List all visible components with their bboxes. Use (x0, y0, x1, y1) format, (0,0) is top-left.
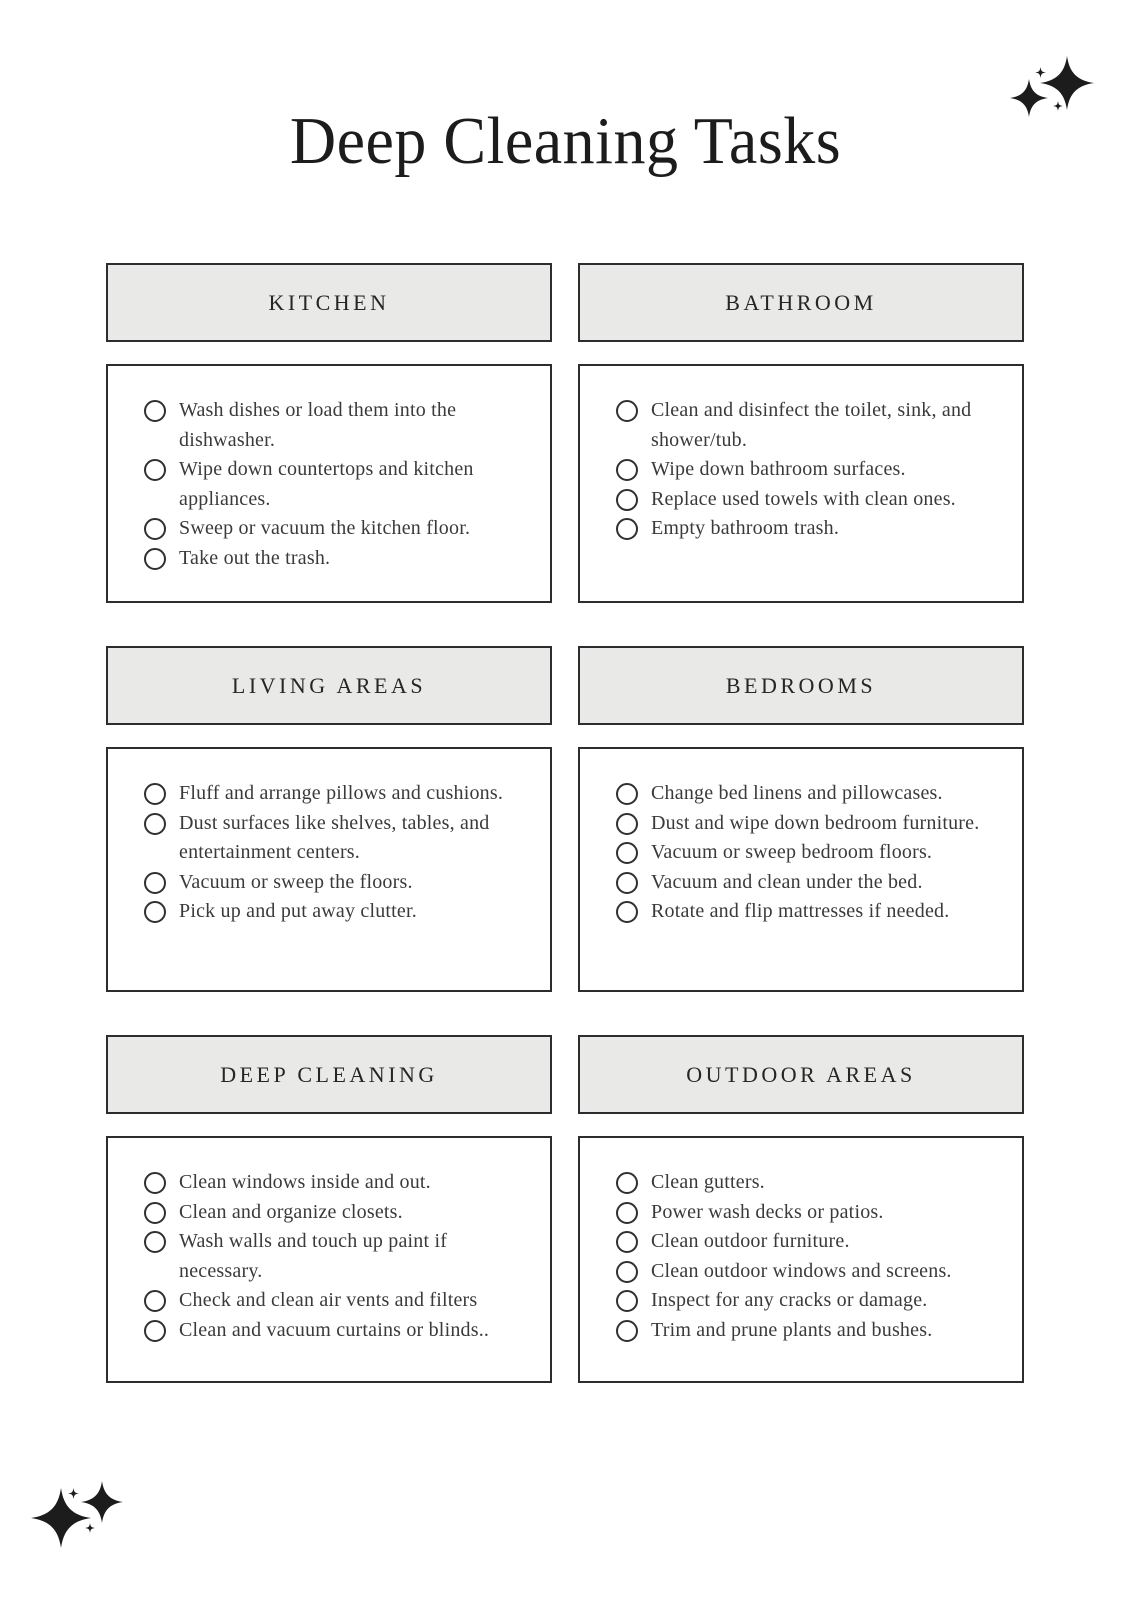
checklist-item-label: Dust surfaces like shelves, tables, and entertainment centers. (179, 811, 490, 863)
section-header-label: BATHROOM (725, 289, 877, 315)
checklist-item (144, 1168, 522, 1198)
checklist-item-label: Wipe down countertops and kitchen appliances. (179, 458, 474, 510)
checklist-item (616, 1168, 994, 1198)
section-header-label: OUTDOOR AREAS (686, 1061, 916, 1087)
checklist-item-label: Change bed linens and pillowcases. (651, 782, 943, 804)
checklist-item-label: Vacuum or sweep the floors. (179, 870, 413, 893)
checkbox-circle[interactable] (616, 901, 638, 923)
section-header-label: DEEP CLEANING (220, 1061, 438, 1087)
checklist-item (144, 779, 522, 809)
section-header (578, 646, 1024, 725)
checkbox-circle[interactable] (144, 1172, 166, 1194)
checklist-item-label: Empty bathroom trash. (651, 517, 840, 539)
page-title: Deep Cleaning Tasks (289, 103, 842, 178)
checklist-item-label: Clean outdoor furniture. (651, 1230, 850, 1252)
checklist-item (616, 396, 994, 455)
checklist-item (144, 455, 522, 514)
checkbox-circle[interactable] (616, 783, 638, 805)
section-header (106, 646, 552, 725)
checklist-item (616, 1257, 994, 1287)
checklist-item-label: Trim and prune plants and bushes. (651, 1318, 933, 1341)
checklist-item (144, 1227, 522, 1286)
section-header-label: KITCHEN (268, 289, 390, 315)
section-header (106, 1035, 552, 1114)
checkbox-circle[interactable] (616, 872, 638, 894)
checkbox-circle[interactable] (144, 872, 166, 894)
checkbox-circle[interactable] (144, 1202, 166, 1224)
checklist-item-label: Pick up and put away clutter. (179, 900, 417, 922)
checklist-item-label: Power wash decks or patios. (651, 1200, 884, 1223)
checklist-item-label: Clean and disinfect the toilet, sink, and shower/tub. (651, 399, 972, 451)
section-deep-cleaning (106, 1035, 552, 1383)
checklist-item-label: Clean outdoor windows and screens. (651, 1259, 952, 1282)
checklist-item (616, 809, 994, 839)
checklist-item (616, 1198, 994, 1228)
section-checklist (578, 364, 1024, 603)
checklist-item (616, 1286, 994, 1316)
checkbox-circle[interactable] (616, 518, 638, 540)
section-checklist (106, 364, 552, 603)
section-header (106, 263, 552, 342)
checklist-item-label: Wash dishes or load them into the dishwasher. (179, 399, 457, 451)
checklist-item-label: Inspect for any cracks or damage. (651, 1289, 928, 1311)
section-checklist (106, 747, 552, 992)
checklist-item-label: Vacuum or sweep bedroom floors. (651, 841, 933, 863)
section-outdoor-areas (578, 1035, 1024, 1383)
checklist-item (616, 455, 994, 485)
checklist-item (616, 897, 994, 927)
section-bathroom (578, 263, 1024, 603)
sparkle-dot-icon (68, 1488, 79, 1499)
sections-grid (106, 263, 1024, 1383)
checklist-item-label: Clean gutters. (651, 1171, 765, 1193)
checkbox-circle[interactable] (144, 1320, 166, 1342)
section-header-label: LIVING AREAS (231, 672, 427, 698)
checkbox-circle[interactable] (144, 518, 166, 540)
checklist-item-label: Wipe down bathroom surfaces. (651, 458, 906, 480)
checklist-item (616, 838, 994, 868)
section-checklist (578, 747, 1024, 992)
checklist-item (144, 868, 522, 898)
checklist-item (616, 779, 994, 809)
checklist-item (144, 809, 522, 868)
checklist-item-label: Vacuum and clean under the bed. (651, 870, 923, 893)
checklist-item-label: Wash walls and touch up paint if necessary. (179, 1230, 448, 1282)
section-bedrooms (578, 646, 1024, 992)
section-header (578, 1035, 1024, 1114)
checklist-item-label: Clean and vacuum curtains or blinds.. (179, 1318, 490, 1341)
checklist-item-label: Clean windows inside and out. (179, 1171, 431, 1193)
checkbox-circle[interactable] (616, 1320, 638, 1342)
checkbox-circle[interactable] (616, 1290, 638, 1312)
checkbox-circle[interactable] (144, 459, 166, 481)
sparkle-star-icon (81, 1481, 123, 1523)
checklist-item-label: Dust and wipe down bedroom furniture. (651, 811, 980, 834)
checklist-item (144, 544, 522, 574)
checklist-item (144, 1286, 522, 1316)
checkbox-circle[interactable] (144, 548, 166, 570)
checkbox-circle[interactable] (616, 459, 638, 481)
checklist-item (616, 868, 994, 898)
section-header-label: BEDROOMS (725, 672, 877, 698)
checkbox-circle[interactable] (144, 783, 166, 805)
checkbox-circle[interactable] (144, 1231, 166, 1253)
checklist-item (144, 396, 522, 455)
sparkles-icon (30, 1465, 130, 1560)
section-checklist (578, 1136, 1024, 1383)
checkbox-circle[interactable] (616, 400, 638, 422)
checklist-item-label: Replace used towels with clean ones. (651, 487, 956, 510)
checkbox-circle[interactable] (144, 1290, 166, 1312)
checklist-item (144, 1198, 522, 1228)
checklist-item (144, 897, 522, 927)
checkbox-circle[interactable] (616, 489, 638, 511)
checkbox-circle[interactable] (144, 400, 166, 422)
section-living-areas (106, 646, 552, 992)
section-header (578, 263, 1024, 342)
checkbox-circle[interactable] (616, 1231, 638, 1253)
checkbox-circle[interactable] (616, 813, 638, 835)
checklist-item-label: Sweep or vacuum the kitchen floor. (179, 517, 471, 539)
sparkle-dot-icon (1035, 67, 1046, 78)
section-checklist (106, 1136, 552, 1383)
checklist-item (616, 1227, 994, 1257)
checklist-item-label: Rotate and flip mattresses if needed. (651, 900, 950, 922)
checkbox-circle[interactable] (616, 1202, 638, 1224)
checklist-item (616, 1316, 994, 1346)
checklist-item-label: Clean and organize closets. (179, 1200, 403, 1223)
checkbox-circle[interactable] (616, 842, 638, 864)
section-kitchen (106, 263, 552, 603)
checklist-item-label: Fluff and arrange pillows and cushions. (179, 782, 504, 804)
checklist-item-label: Check and clean air vents and filters (179, 1289, 478, 1311)
checklist-item (616, 514, 994, 544)
checkbox-circle[interactable] (616, 1261, 638, 1283)
checklist-item (616, 485, 994, 515)
sparkle-dot-icon (85, 1523, 95, 1533)
checklist-item-label: Take out the trash. (179, 546, 331, 569)
checklist-item (144, 1316, 522, 1346)
checkbox-circle[interactable] (616, 1172, 638, 1194)
checkbox-circle[interactable] (144, 901, 166, 923)
checklist-item (144, 514, 522, 544)
checkbox-circle[interactable] (144, 813, 166, 835)
